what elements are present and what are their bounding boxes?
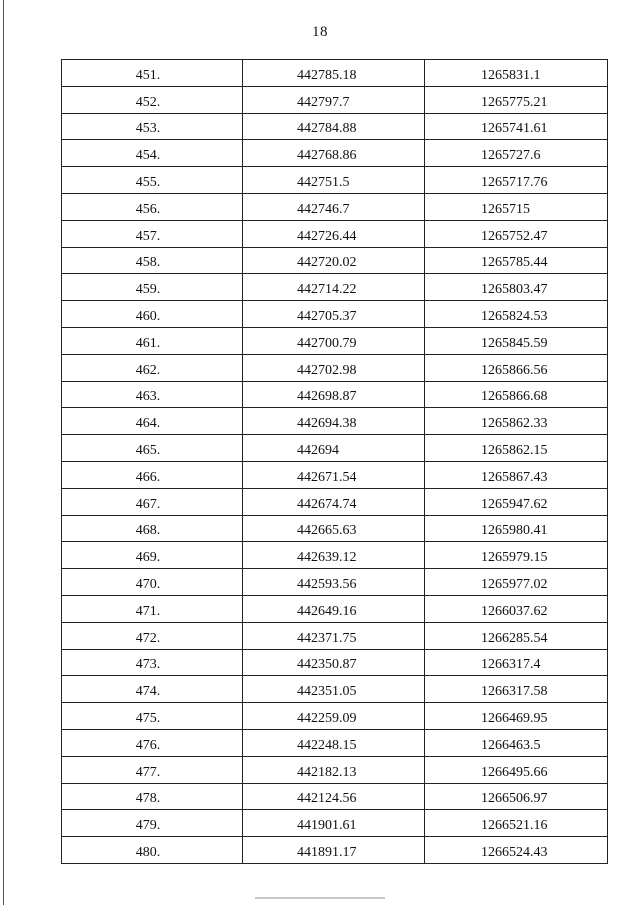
table-row	[62, 703, 608, 730]
point-number-cell: 466.	[62, 461, 243, 488]
table-row	[62, 247, 608, 274]
table-row	[62, 542, 608, 569]
y-coordinate-cell: 1265717.76	[425, 167, 608, 194]
y-coordinate-cell: 1265977.02	[425, 569, 608, 596]
table-row	[62, 488, 608, 515]
coordinates-table-body	[62, 60, 608, 864]
point-number-cell: 464.	[62, 408, 243, 435]
table-row	[62, 569, 608, 596]
x-coordinate-cell: 442784.88	[243, 113, 425, 140]
table-row	[62, 837, 608, 864]
point-number-cell: 451.	[62, 60, 243, 87]
x-coordinate-cell: 442720.02	[243, 247, 425, 274]
table-row	[62, 86, 608, 113]
x-coordinate-cell: 442705.37	[243, 301, 425, 328]
x-coordinate-cell: 442726.44	[243, 220, 425, 247]
x-coordinate-cell: 442665.63	[243, 515, 425, 542]
y-coordinate-cell: 1265845.59	[425, 327, 608, 354]
x-coordinate-cell: 442768.86	[243, 140, 425, 167]
x-coordinate-cell: 442371.75	[243, 622, 425, 649]
y-coordinate-cell: 1266317.58	[425, 676, 608, 703]
table-row	[62, 140, 608, 167]
table-row	[62, 274, 608, 301]
scan-edge-line	[3, 0, 4, 905]
point-number-cell: 461.	[62, 327, 243, 354]
y-coordinate-cell: 1265831.1	[425, 60, 608, 87]
table-row	[62, 408, 608, 435]
table-row	[62, 461, 608, 488]
table-row	[62, 60, 608, 87]
point-number-cell: 476.	[62, 729, 243, 756]
point-number-cell: 473.	[62, 649, 243, 676]
coordinates-table	[61, 59, 608, 864]
table-row	[62, 810, 608, 837]
x-coordinate-cell: 442714.22	[243, 274, 425, 301]
table-row	[62, 381, 608, 408]
x-coordinate-cell: 442350.87	[243, 649, 425, 676]
y-coordinate-cell: 1265803.47	[425, 274, 608, 301]
point-number-cell: 477.	[62, 756, 243, 783]
point-number-cell: 457.	[62, 220, 243, 247]
x-coordinate-cell: 442702.98	[243, 354, 425, 381]
table-row	[62, 301, 608, 328]
y-coordinate-cell: 1265727.6	[425, 140, 608, 167]
point-number-cell: 460.	[62, 301, 243, 328]
x-coordinate-cell: 442124.56	[243, 783, 425, 810]
point-number-cell: 458.	[62, 247, 243, 274]
y-coordinate-cell: 1266463.5	[425, 729, 608, 756]
x-coordinate-cell: 442746.7	[243, 193, 425, 220]
table-row	[62, 649, 608, 676]
x-coordinate-cell: 442248.15	[243, 729, 425, 756]
table-row	[62, 167, 608, 194]
x-coordinate-cell: 441891.17	[243, 837, 425, 864]
table-row	[62, 113, 608, 140]
point-number-cell: 479.	[62, 810, 243, 837]
y-coordinate-cell: 1265785.44	[425, 247, 608, 274]
x-coordinate-cell: 442694.38	[243, 408, 425, 435]
x-coordinate-cell: 442698.87	[243, 381, 425, 408]
y-coordinate-cell: 1265980.41	[425, 515, 608, 542]
y-coordinate-cell: 1265862.33	[425, 408, 608, 435]
point-number-cell: 470.	[62, 569, 243, 596]
bottom-scan-mark	[255, 897, 385, 899]
y-coordinate-cell: 1266469.95	[425, 703, 608, 730]
point-number-cell: 459.	[62, 274, 243, 301]
point-number-cell: 475.	[62, 703, 243, 730]
table-row	[62, 756, 608, 783]
point-number-cell: 472.	[62, 622, 243, 649]
point-number-cell: 478.	[62, 783, 243, 810]
y-coordinate-cell: 1265866.68	[425, 381, 608, 408]
x-coordinate-cell: 442751.5	[243, 167, 425, 194]
x-coordinate-cell: 442694	[243, 435, 425, 462]
x-coordinate-cell: 441901.61	[243, 810, 425, 837]
x-coordinate-cell: 442649.16	[243, 595, 425, 622]
y-coordinate-cell: 1265715	[425, 193, 608, 220]
x-coordinate-cell: 442182.13	[243, 756, 425, 783]
y-coordinate-cell: 1265824.53	[425, 301, 608, 328]
x-coordinate-cell: 442259.09	[243, 703, 425, 730]
point-number-cell: 480.	[62, 837, 243, 864]
point-number-cell: 471.	[62, 595, 243, 622]
x-coordinate-cell: 442674.74	[243, 488, 425, 515]
x-coordinate-cell: 442785.18	[243, 60, 425, 87]
point-number-cell: 462.	[62, 354, 243, 381]
point-number-cell: 456.	[62, 193, 243, 220]
point-number-cell: 452.	[62, 86, 243, 113]
point-number-cell: 455.	[62, 167, 243, 194]
y-coordinate-cell: 1265862.15	[425, 435, 608, 462]
table-row	[62, 515, 608, 542]
x-coordinate-cell: 442351.05	[243, 676, 425, 703]
point-number-cell: 468.	[62, 515, 243, 542]
table-row	[62, 729, 608, 756]
point-number-cell: 465.	[62, 435, 243, 462]
table-row	[62, 435, 608, 462]
x-coordinate-cell: 442639.12	[243, 542, 425, 569]
table-row	[62, 220, 608, 247]
y-coordinate-cell: 1266524.43	[425, 837, 608, 864]
x-coordinate-cell: 442797.7	[243, 86, 425, 113]
x-coordinate-cell: 442700.79	[243, 327, 425, 354]
y-coordinate-cell: 1266037.62	[425, 595, 608, 622]
y-coordinate-cell: 1266495.66	[425, 756, 608, 783]
y-coordinate-cell: 1266285.54	[425, 622, 608, 649]
y-coordinate-cell: 1265867.43	[425, 461, 608, 488]
x-coordinate-cell: 442671.54	[243, 461, 425, 488]
x-coordinate-cell: 442593.56	[243, 569, 425, 596]
y-coordinate-cell: 1265947.62	[425, 488, 608, 515]
table-row	[62, 595, 608, 622]
y-coordinate-cell: 1266317.4	[425, 649, 608, 676]
y-coordinate-cell: 1265866.56	[425, 354, 608, 381]
point-number-cell: 467.	[62, 488, 243, 515]
y-coordinate-cell: 1265752.47	[425, 220, 608, 247]
point-number-cell: 453.	[62, 113, 243, 140]
point-number-cell: 454.	[62, 140, 243, 167]
point-number-cell: 463.	[62, 381, 243, 408]
table-row	[62, 354, 608, 381]
point-number-cell: 469.	[62, 542, 243, 569]
y-coordinate-cell: 1266506.97	[425, 783, 608, 810]
table-row	[62, 676, 608, 703]
point-number-cell: 474.	[62, 676, 243, 703]
y-coordinate-cell: 1265775.21	[425, 86, 608, 113]
table-row	[62, 193, 608, 220]
y-coordinate-cell: 1265979.15	[425, 542, 608, 569]
y-coordinate-cell: 1266521.16	[425, 810, 608, 837]
y-coordinate-cell: 1265741.61	[425, 113, 608, 140]
table-row	[62, 327, 608, 354]
page-number: 18	[312, 24, 328, 40]
table-row	[62, 622, 608, 649]
table-row	[62, 783, 608, 810]
